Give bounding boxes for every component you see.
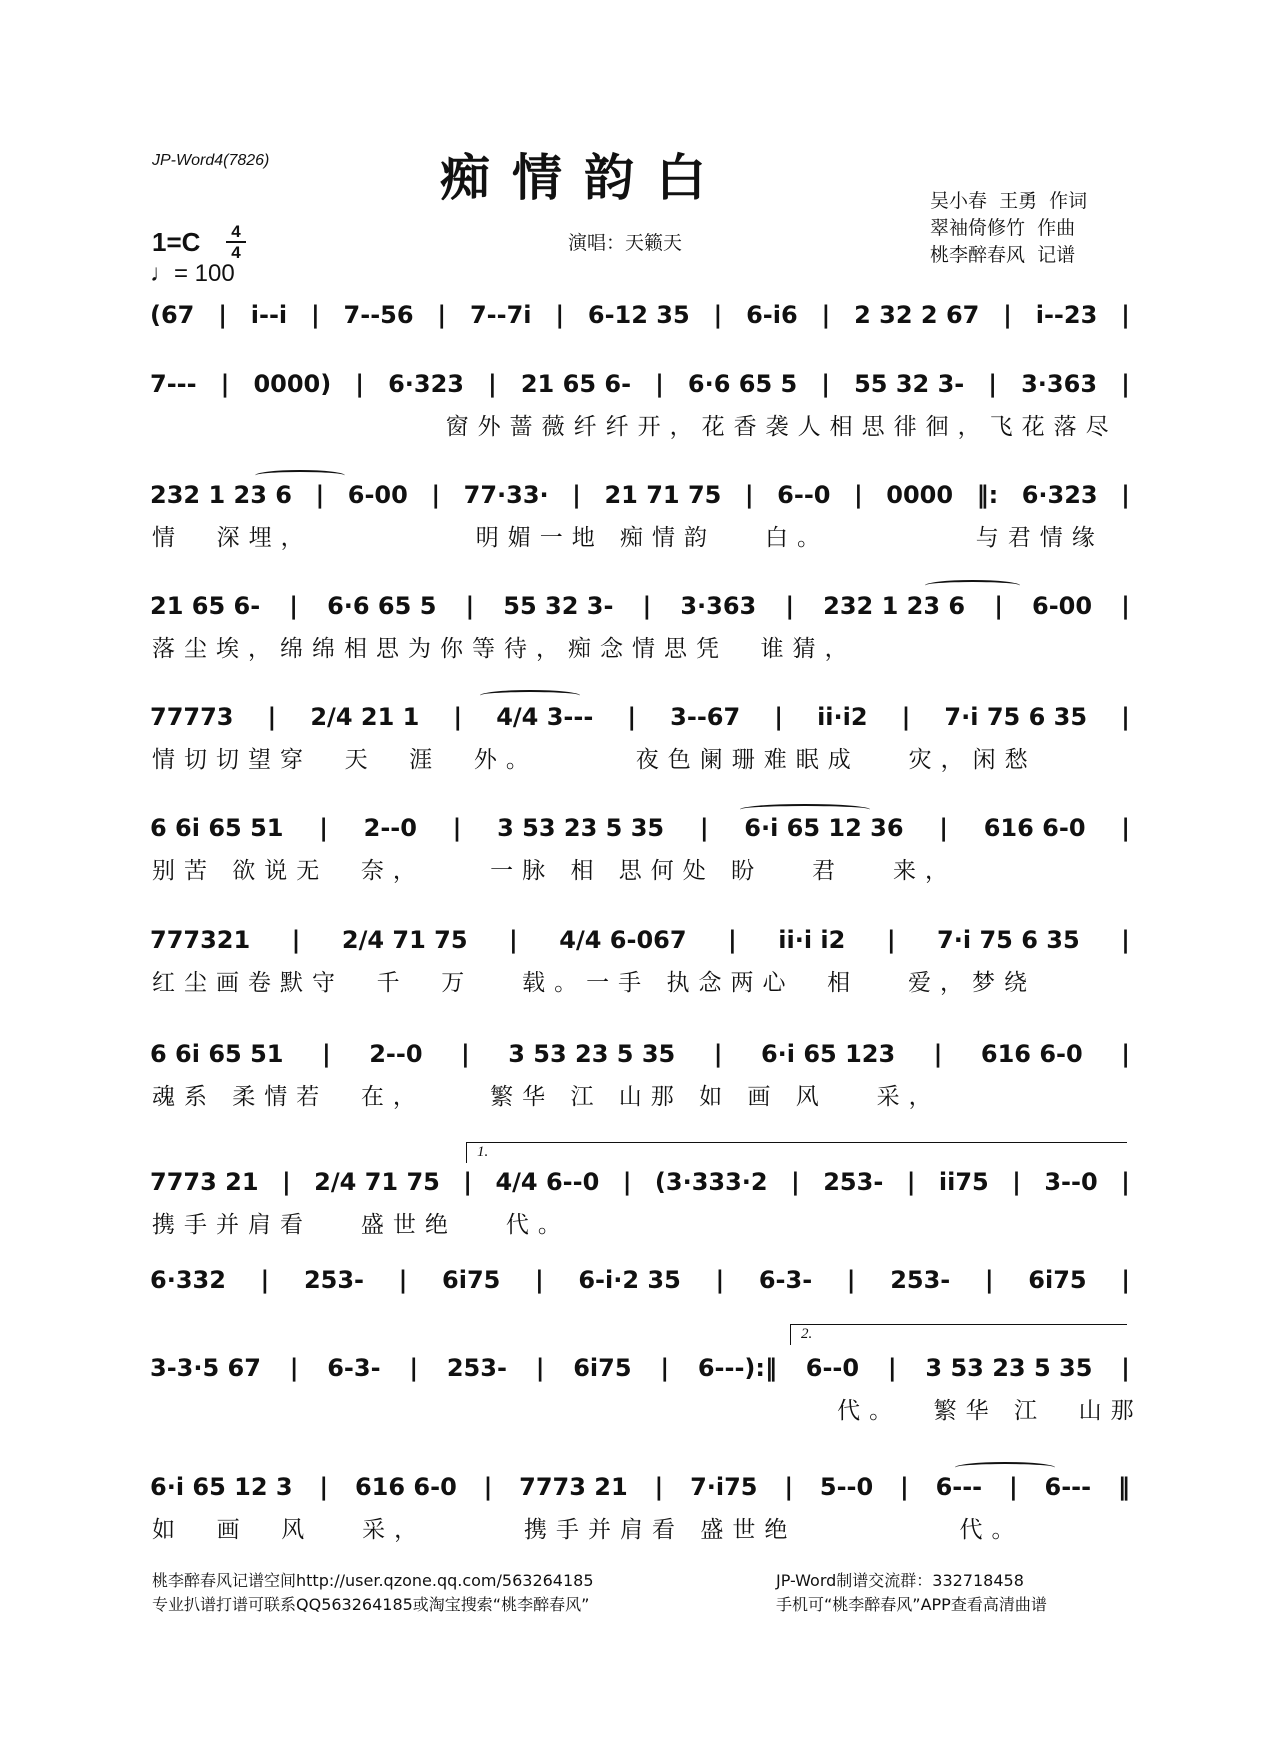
score-line-5 [150,703,1130,731]
barline: | [291,926,301,954]
barline: | [854,481,863,509]
measure-notes: 3-3·5 67 [150,1354,261,1382]
measure-notes: 2/4 71 75 [341,926,468,954]
measure-notes: ii·i2 [817,703,868,731]
barline: ‖ [1117,1473,1130,1501]
measure-notes: 21 65 6- [520,370,632,398]
measure-notes: 232 1 23 6 [150,481,292,509]
score-line-9 [150,1168,1130,1196]
measure-notes: (3·333·2 [654,1168,768,1196]
barline: | [463,1168,473,1196]
measure-notes: 6·i 65 12 3 [150,1473,293,1501]
barline: | [289,1354,299,1382]
lyricist-credit: 吴小春 王勇 作词 [930,190,1088,212]
barline: | [821,301,831,329]
barline: | [1121,370,1130,398]
barline: | [715,1266,725,1294]
measure-notes: 6·6 65 5 [327,592,437,620]
measure-notes: 4/4 6--0 [495,1168,600,1196]
barline: | [1121,481,1130,509]
measure-notes: 616 6-0 [354,1473,457,1501]
barline: | [1121,814,1130,842]
barline: | [906,1168,916,1196]
barline: | [1121,592,1130,620]
software-tag: JP-Word4(7826) [152,152,270,169]
tempo-mark: ♩= 100 [150,260,235,287]
lyric-line-3: 情 深埋， 明媚一地 痴情韵 白。 与君情缘 [152,525,1104,551]
measure-notes: 7--56 [343,301,414,329]
measure-notes: 3 53 23 5 35 [508,1040,676,1068]
measure-notes: 0000 [886,481,954,509]
barline: | [1121,926,1130,954]
measure-notes: i--i [250,301,288,329]
measure-notes: 253- [303,1266,364,1294]
barline: | [483,1473,493,1501]
barline: | [509,926,518,954]
measure-notes: 232 1 23 6 [823,592,966,620]
measure-notes: 7773 21 [150,1168,259,1196]
barline: | [939,814,949,842]
key-signature: 1=C [152,227,201,257]
barline: | [465,592,475,620]
barline: | [398,1266,408,1294]
measure-notes: 6-i6 [746,301,798,329]
measure-notes: 2/4 71 75 [314,1168,440,1196]
song-title: 痴情韵白 [440,148,728,207]
barline: | [218,301,227,329]
measure-notes: 253- [823,1168,884,1196]
measure-notes: 7--7i [469,301,532,329]
measure-notes: 5--0 [819,1473,874,1501]
barline: | [642,592,652,620]
measure-notes: 777321 [150,926,251,954]
measure-notes: 6·6 65 5 [687,370,798,398]
volta-first-ending: 1. [466,1142,1127,1163]
barline: | [572,481,581,509]
barline: | [453,703,463,731]
footer-left-1: 桃李醉春风记谱空间http://user.qzone.qq.com/563264185 [152,1571,594,1590]
measure-notes: 3·363 [680,592,757,620]
measure-notes: 6---):‖ [697,1354,777,1382]
barline: | [431,481,441,509]
barline: | [627,703,637,731]
barline: | [713,301,723,329]
measure-notes: 55 32 3- [503,592,614,620]
barline: | [289,592,298,620]
footer-right-2: 手机可“桃李醉春风”APP查看高清曲谱 [776,1595,1047,1614]
score-line-3 [150,481,1130,509]
barline: | [310,301,320,329]
measure-notes: 6i75 [573,1354,632,1382]
barline: ‖: [976,481,999,509]
barline: | [713,1040,723,1068]
barline: | [791,1168,800,1196]
measure-notes: 21 71 75 [604,481,722,509]
barline: | [267,703,277,731]
lyric-line-9: 携手并肩看 盛世绝 代。 [152,1212,570,1238]
slur-arc [955,1462,1055,1473]
barline: | [744,481,754,509]
slur-arc [740,804,870,815]
measure-notes: 6-12 35 [587,301,690,329]
transcriber-credit: 桃李醉春风 记谱 [930,244,1076,266]
time-sig-top: 4 [231,222,241,241]
barline: | [622,1168,632,1196]
lyric-line-4: 落尘埃，绵绵相思为你等待，痴念情思凭 谁猜， [152,636,857,662]
barline: | [1121,1040,1130,1068]
barline: | [555,301,565,329]
barline: | [846,1266,856,1294]
barline: | [660,1354,670,1382]
composer-credit: 翠袖倚修竹 作曲 [930,217,1076,239]
measure-notes: 21 65 6- [150,592,261,620]
measure-notes: 6·332 [150,1266,226,1294]
measure-notes: 3--67 [670,703,741,731]
barline: | [461,1040,470,1068]
measure-notes: 6·i 65 123 [760,1040,896,1068]
barline: | [409,1354,419,1382]
barline: | [1003,301,1012,329]
measure-notes: ii75 [938,1168,989,1196]
barline: | [260,1266,270,1294]
measure-notes: 7·i 75 6 35 [944,703,1088,731]
barline: | [355,370,365,398]
barline: | [699,814,709,842]
barline: | [1121,1168,1130,1196]
barline: | [1121,1354,1130,1382]
measure-notes: 77·33· [463,481,549,509]
score-line-2 [150,370,1130,398]
lyric-line-12: 如 画 风 采， 携手并肩看 盛世绝 代。 [152,1517,1024,1543]
footer-right-1: JP-Word制谱交流群：332718458 [776,1571,1024,1590]
lyric-line-2: 窗外蔷薇纤纤开，花香袭人相思徘徊，飞花落尽 [152,414,1118,440]
measure-notes: 3·363 [1021,370,1098,398]
barline: | [774,703,784,731]
time-sig-bottom: 4 [231,243,241,262]
measure-notes: 6 6i 65 51 [150,814,284,842]
measure-notes: 6i75 [1028,1266,1087,1294]
barline: | [886,926,896,954]
measure-notes: 6i75 [442,1266,501,1294]
volta-second-ending: 2. [790,1324,1127,1345]
measure-notes: 6--0 [805,1354,860,1382]
measure-notes: 4/4 3--- [496,703,594,731]
slur-arc [480,690,580,701]
measure-notes: 616 6-0 [980,1040,1083,1068]
lyric-line-11: 代。 繁华 江 山那 [152,1398,1143,1424]
measure-notes: ii·i i2 [778,926,846,954]
barline: | [321,1040,331,1068]
slur-arc [925,580,1020,591]
score-line-8 [150,1040,1130,1068]
time-signature [226,222,246,262]
barline: | [728,926,737,954]
measure-notes: 6--- [935,1473,983,1501]
barline: | [654,1473,664,1501]
barline: | [535,1354,545,1382]
measure-notes: 6-3- [758,1266,813,1294]
measure-notes: 7·i75 [690,1473,758,1501]
barline: | [488,370,497,398]
measure-notes: 55 32 3- [854,370,965,398]
lyric-line-5: 情切切望穿 天 涯 外。 夜色阑珊难眠成 灾，闲愁 [152,747,1037,773]
score-line-12 [150,1473,1130,1501]
barline: | [988,370,998,398]
measure-notes: 4/4 6-067 [559,926,687,954]
measure-notes: 6-3- [327,1354,381,1382]
measure-notes: (67 [150,301,195,329]
barline: | [315,481,325,509]
singer-credit: 演唱：天籁天 [568,232,683,254]
barline: | [900,1473,909,1501]
measure-notes: 7--- [150,370,197,398]
barline: | [821,370,831,398]
barline: | [655,370,664,398]
measure-notes: 6-00 [1032,592,1093,620]
score-line-7 [150,926,1130,954]
measure-notes: 3--0 [1044,1168,1098,1196]
measure-notes: 253- [446,1354,507,1382]
barline: | [984,1266,994,1294]
barline: | [1121,1266,1130,1294]
measure-notes: 3 53 23 5 35 [497,814,665,842]
measure-notes: 616 6-0 [983,814,1086,842]
barline: | [452,814,462,842]
measure-notes: 6·323 [1021,481,1098,509]
barline: | [887,1354,897,1382]
barline: | [319,1473,329,1501]
barline: | [220,370,230,398]
lyric-line-7: 红尘画卷默守 千 万 载。一手 执念两心 相 爱，梦绕 [152,970,1037,996]
barline: | [1012,1168,1021,1196]
measure-notes: 6·i 65 12 36 [744,814,904,842]
barline: | [901,703,911,731]
measure-notes: 2--0 [369,1040,423,1068]
score-line-11 [150,1354,1130,1382]
measure-notes: 2 32 2 67 [854,301,980,329]
lyric-line-6: 别苦 欲说无 奈， 一脉 相 思何处 盼 君 来， [152,858,957,884]
barline: | [784,1473,794,1501]
measure-notes: 2/4 21 1 [310,703,420,731]
barline: | [319,814,328,842]
barline: | [1121,703,1130,731]
score-line-4 [150,592,1130,620]
measure-notes: 7·i 75 6 35 [937,926,1080,954]
measure-notes: 253- [890,1266,951,1294]
barline: | [437,301,447,329]
barline: | [534,1266,544,1294]
measure-notes: 0000) [253,370,332,398]
measure-notes: 2--0 [363,814,417,842]
measure-notes: 6-i·2 35 [578,1266,681,1294]
score-line-1 [150,301,1130,329]
measure-notes: 6·323 [388,370,464,398]
measure-notes: 6-00 [347,481,408,509]
barline: | [785,592,795,620]
measure-notes: 3 53 23 5 35 [925,1354,1093,1382]
measure-notes: 6 6i 65 51 [150,1040,284,1068]
score-line-6 [150,814,1130,842]
barline: | [994,592,1003,620]
measure-notes: i--23 [1035,301,1098,329]
footer-left-2: 专业扒谱打谱可联系QQ563264185或淘宝搜索“桃李醉春风” [152,1595,590,1614]
barline: | [281,1168,291,1196]
barline: | [933,1040,943,1068]
score-line-10 [150,1266,1130,1294]
measure-notes: 6--0 [777,481,831,509]
measure-notes: 7773 21 [519,1473,628,1501]
slur-arc [255,470,345,481]
measure-notes: 77773 [150,703,234,731]
barline: | [1121,301,1130,329]
measure-notes: 6--- [1044,1473,1092,1501]
barline: | [1008,1473,1018,1501]
lyric-line-8: 魂系 柔情若 在， 繁华 江 山那 如 画 风 采， [152,1084,941,1110]
